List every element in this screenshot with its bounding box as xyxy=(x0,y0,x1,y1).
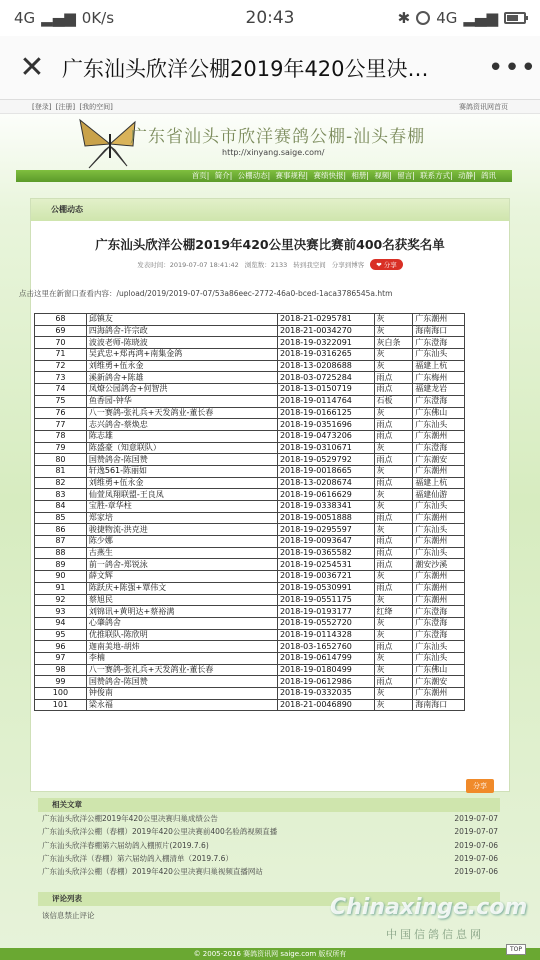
banner xyxy=(0,114,540,172)
region-cell: 福建仙游 xyxy=(413,489,465,501)
region-cell: 广东汕头 xyxy=(413,419,465,431)
status-left xyxy=(14,9,114,27)
ring-number-cell: 2018-19-0166125 xyxy=(277,407,374,419)
region-cell: 广东汕头 xyxy=(413,349,465,361)
table-row xyxy=(35,372,465,384)
rank-cell: 96 xyxy=(35,641,87,653)
rank-cell: 80 xyxy=(35,454,87,466)
owner-cell: 国赞鸽舍-陈国赞 xyxy=(86,676,277,688)
ring-number-cell: 2018-19-0254531 xyxy=(277,559,374,571)
region-cell: 广东潮州 xyxy=(413,594,465,606)
related-item-date: 2019-07-06 xyxy=(454,853,498,863)
table-row xyxy=(35,325,465,337)
color-cell: 灰 xyxy=(374,664,413,676)
region-cell: 潮安沙溪 xyxy=(413,559,465,571)
color-cell: 雨点 xyxy=(374,559,413,571)
ring-number-cell: 2018-03-0725284 xyxy=(277,372,374,384)
nav-item-contact[interactable]: 联系方式 xyxy=(420,171,451,180)
ring-number-cell: 2018-19-0036721 xyxy=(277,571,374,583)
color-cell: 灰白条 xyxy=(374,337,413,349)
rank-cell: 68 xyxy=(35,314,87,326)
table-row xyxy=(35,337,465,349)
color-cell: 灰 xyxy=(374,501,413,513)
table-row xyxy=(35,465,465,477)
owner-cell: 李楠 xyxy=(86,652,277,664)
color-cell: 灰 xyxy=(374,688,413,700)
color-cell: 灰 xyxy=(374,465,413,477)
rank-cell: 87 xyxy=(35,536,87,548)
table-row xyxy=(35,512,465,524)
owner-cell: 凤燎公园鸽舍+何智洪 xyxy=(86,384,277,396)
rank-cell: 89 xyxy=(35,559,87,571)
owner-cell: 宝胜-章华柱 xyxy=(86,501,277,513)
table-row xyxy=(35,571,465,583)
region-cell: 广东潮州 xyxy=(413,536,465,548)
related-item[interactable] xyxy=(38,812,500,825)
color-cell: 雨点 xyxy=(374,372,413,384)
back-to-top-button[interactable]: TOP xyxy=(506,944,526,955)
top-links-left xyxy=(32,102,115,113)
table-row xyxy=(35,454,465,466)
region-cell: 福建上杭 xyxy=(413,477,465,489)
table-row xyxy=(35,501,465,513)
rank-cell: 84 xyxy=(35,501,87,513)
ring-number-cell: 2018-19-0322091 xyxy=(277,337,374,349)
ring-number-cell: 2018-19-0310671 xyxy=(277,442,374,454)
region-cell: 广东汕头 xyxy=(413,547,465,559)
signal-bars-icon: ▂▄▆ xyxy=(41,9,76,27)
related-item-title[interactable]: 广东汕头欣洋公棚（春棚）2019年420公里决赛前400名验鸽视频直播 xyxy=(42,827,278,837)
region-cell: 福建上杭 xyxy=(413,360,465,372)
banner-url[interactable]: http://xinyang.saige.com/ xyxy=(222,148,325,157)
related-item[interactable] xyxy=(38,839,500,852)
register-link[interactable]: [注册] xyxy=(55,103,76,111)
owner-cell: 刘维勇+伍永金 xyxy=(86,477,277,489)
region-cell: 广东汕头 xyxy=(413,641,465,653)
ring-number-cell: 2018-19-0529792 xyxy=(277,454,374,466)
rank-cell: 72 xyxy=(35,360,87,372)
color-cell: 雨点 xyxy=(374,547,413,559)
battery-fill xyxy=(507,15,518,21)
related-item[interactable] xyxy=(38,865,500,878)
nav-item-pigeon-news[interactable]: 鸽讯 xyxy=(481,171,496,180)
nav-item-rules[interactable]: 赛事规程 xyxy=(275,171,306,180)
owner-cell: 迦南美地-胡炜 xyxy=(86,641,277,653)
rank-cell: 93 xyxy=(35,606,87,618)
results-table-wrap xyxy=(34,313,498,757)
related-item-title[interactable]: 广东汕头欣洋春棚第六届幼鸽入棚照片(2019.7.6) xyxy=(42,840,209,850)
panel-header: 公棚动态 xyxy=(31,199,509,221)
owner-cell: 钟俊南 xyxy=(86,688,277,700)
ring-number-cell: 2018-03-1652760 xyxy=(277,641,374,653)
rank-cell: 71 xyxy=(35,349,87,361)
owner-cell: 薛文辉 xyxy=(86,571,277,583)
color-cell: 灰 xyxy=(374,360,413,372)
rank-cell: 92 xyxy=(35,594,87,606)
status-right xyxy=(398,9,526,27)
color-cell: 灰 xyxy=(374,594,413,606)
table-row xyxy=(35,489,465,501)
color-cell: 雨点 xyxy=(374,641,413,653)
table-row xyxy=(35,524,465,536)
related-item-date: 2019-07-06 xyxy=(454,867,498,877)
watermark-logo: Chinaxinge.com xyxy=(330,895,528,920)
share-button-bottom[interactable]: 分享 xyxy=(466,779,494,793)
nav-item-message[interactable]: 留言 xyxy=(397,171,413,180)
login-link[interactable]: [登录] xyxy=(32,103,52,111)
more-icon[interactable]: ••• xyxy=(488,52,538,83)
table-row xyxy=(35,349,465,361)
owner-cell: 溪新鸽舍+陈雄 xyxy=(86,372,277,384)
region-cell: 广东澄海 xyxy=(413,629,465,641)
comments-header: 评论列表 xyxy=(38,892,500,906)
rank-cell: 81 xyxy=(35,465,87,477)
owner-cell: 优推联队-陈欣明 xyxy=(86,629,277,641)
color-cell: 雨点 xyxy=(374,512,413,524)
region-cell: 广东潮州 xyxy=(413,688,465,700)
article-meta xyxy=(31,259,509,270)
color-cell: 灰 xyxy=(374,699,413,711)
results-table-body xyxy=(35,314,465,711)
region-cell: 广东潮安 xyxy=(413,676,465,688)
nav-item-album[interactable]: 相册 xyxy=(351,171,367,180)
table-row xyxy=(35,559,465,571)
table-row xyxy=(35,652,465,664)
region-cell: 广东潮州 xyxy=(413,314,465,326)
share-blog-link[interactable]: 分享到博客 xyxy=(331,261,365,269)
owner-cell: 四海鸽舍-许宗政 xyxy=(86,325,277,337)
region-cell: 广东澄海 xyxy=(413,442,465,454)
color-cell: 灰 xyxy=(374,489,413,501)
region-cell: 广东佛山 xyxy=(413,407,465,419)
status-bar xyxy=(0,0,540,36)
table-row xyxy=(35,360,465,372)
rank-cell: 99 xyxy=(35,676,87,688)
table-row xyxy=(35,699,465,711)
ring-number-cell: 2018-19-0551175 xyxy=(277,594,374,606)
ring-number-cell: 2018-19-0295597 xyxy=(277,524,374,536)
rank-cell: 77 xyxy=(35,419,87,431)
rank-cell: 75 xyxy=(35,395,87,407)
rank-cell: 69 xyxy=(35,325,87,337)
owner-cell: 志兴鸽舍-蔡焕忠 xyxy=(86,419,277,431)
close-icon[interactable]: ✕ xyxy=(19,49,45,85)
region-cell: 广东潮州 xyxy=(413,582,465,594)
rank-cell: 88 xyxy=(35,547,87,559)
owner-cell: 吴武忠+郑再鸿+南集金鸽 xyxy=(86,349,277,361)
ring-number-cell: 2018-19-0193177 xyxy=(277,606,374,618)
network-speed: 0K/s xyxy=(81,9,115,27)
related-item[interactable] xyxy=(38,825,500,838)
owner-cell: 郑家培 xyxy=(86,512,277,524)
forward-link[interactable]: 转到我空间 xyxy=(293,261,326,269)
article-title: 广东汕头欣洋公棚2019年420公里决赛比赛前400名获奖名单 xyxy=(95,237,445,252)
ring-number-cell: 2018-13-0208688 xyxy=(277,360,374,372)
ring-number-cell: 2018-19-0365582 xyxy=(277,547,374,559)
color-cell: 石板 xyxy=(374,395,413,407)
ring-number-cell: 2018-19-0180499 xyxy=(277,664,374,676)
ring-number-cell: 2018-19-0018665 xyxy=(277,465,374,477)
battery-icon xyxy=(504,12,526,24)
color-cell: 雨点 xyxy=(374,454,413,466)
nav-item-home[interactable]: 首页 xyxy=(191,171,207,180)
ring-number-cell: 2018-19-0332035 xyxy=(277,688,374,700)
ring-number-cell: 2018-19-0552720 xyxy=(277,617,374,629)
table-row xyxy=(35,407,465,419)
region-cell: 广东澄海 xyxy=(413,606,465,618)
ring-number-cell: 2018-19-0616629 xyxy=(277,489,374,501)
color-cell: 灰 xyxy=(374,325,413,337)
region-cell: 海南海口 xyxy=(413,699,465,711)
region-cell: 广东潮州 xyxy=(413,571,465,583)
ring-number-cell: 2018-21-0295781 xyxy=(277,314,374,326)
region-cell: 广东潮州 xyxy=(413,512,465,524)
ring-number-cell: 2018-19-0351696 xyxy=(277,419,374,431)
color-cell: 雨点 xyxy=(374,536,413,548)
site-nav: 首页| 简介| 公棚动态| 赛事规程| 赛绩快报| 相册| 视频| 留言| 联系方式| 动静| 鸽讯 xyxy=(16,170,512,182)
rank-cell: 70 xyxy=(35,337,87,349)
owner-cell: 陈少娜 xyxy=(86,536,277,548)
ring-number-cell: 2018-19-0338341 xyxy=(277,501,374,513)
table-row xyxy=(35,688,465,700)
banner-title: 广东省汕头市欣洋赛鸽公棚-汕头春棚 xyxy=(130,127,426,147)
home-link[interactable]: 赛鸽资讯网首页 xyxy=(459,103,508,111)
related-item-title[interactable]: 广东汕头欣洋公棚2019年420公里决赛归巢成绩公告 xyxy=(42,814,218,823)
table-row xyxy=(35,582,465,594)
owner-cell: 鱼香园-钟华 xyxy=(86,395,277,407)
color-cell: 雨点 xyxy=(374,419,413,431)
related-item[interactable] xyxy=(38,852,500,865)
color-cell: 灰 xyxy=(374,442,413,454)
color-cell: 灰 xyxy=(374,314,413,326)
owner-cell: 轩逸561-陈丽如 xyxy=(86,465,277,477)
owner-cell: 心肇鸽舍 xyxy=(86,617,277,629)
region-cell: 广东澄海 xyxy=(413,395,465,407)
bluetooth-icon: ✱ xyxy=(397,9,411,27)
ring-number-cell: 2018-19-0614799 xyxy=(277,652,374,664)
region-cell: 海南海口 xyxy=(413,325,465,337)
related-item-date: 2019-07-07 xyxy=(454,814,498,823)
related-articles xyxy=(38,798,500,878)
ring-number-cell: 2018-19-0051888 xyxy=(277,512,374,524)
watermark-subtitle: 中国信鸽信息网 xyxy=(386,928,484,941)
ring-number-cell: 2018-13-0208674 xyxy=(277,477,374,489)
table-row xyxy=(35,442,465,454)
related-header: 相关文章 xyxy=(38,798,500,812)
share-button-label: 分享 xyxy=(383,261,397,269)
owner-cell: 刘锦讯+黄明达+蔡裕满 xyxy=(86,606,277,618)
region-cell: 广东汕头 xyxy=(413,652,465,664)
nav-item-news[interactable]: 公棚动态 xyxy=(237,171,268,180)
table-row xyxy=(35,384,465,396)
page-title: 广东汕头欣洋公棚2019年420公里决… xyxy=(62,56,429,81)
nav-item-intro[interactable]: 简介 xyxy=(214,171,230,180)
table-row xyxy=(35,594,465,606)
color-cell: 雨点 xyxy=(374,582,413,594)
signal-icon: ▂▄▆ xyxy=(463,9,498,27)
alarm-icon xyxy=(416,11,430,25)
table-row xyxy=(35,676,465,688)
owner-cell: 陈志雄 xyxy=(86,430,277,442)
owner-cell: 梁永福 xyxy=(86,699,277,711)
table-row xyxy=(35,419,465,431)
region-cell: 广东潮州 xyxy=(413,465,465,477)
signal-left: 4G xyxy=(14,9,36,27)
owner-cell: 陈盛豪（知意联队） xyxy=(86,442,277,454)
ring-number-cell: 2018-21-0034270 xyxy=(277,325,374,337)
ring-number-cell: 2018-19-0612986 xyxy=(277,676,374,688)
owner-cell: 国赞鸽舍-陈国赞 xyxy=(86,454,277,466)
color-cell: 雨点 xyxy=(374,676,413,688)
color-cell: 灰 xyxy=(374,571,413,583)
publish-time: 发表时间：2019-07-07 18:41:42 xyxy=(137,261,239,269)
ring-number-cell: 2018-19-0114328 xyxy=(277,629,374,641)
region-cell: 广东潮州 xyxy=(413,430,465,442)
ring-number-cell: 2018-21-0046890 xyxy=(277,699,374,711)
rank-cell: 95 xyxy=(35,629,87,641)
owner-cell: 邱镇友 xyxy=(86,314,277,326)
owner-cell: 仙萱凤翔联盟-王良凤 xyxy=(86,489,277,501)
color-cell: 灰 xyxy=(374,349,413,361)
status-time: 20:43 xyxy=(245,8,295,28)
table-row xyxy=(35,617,465,629)
color-cell: 雨点 xyxy=(374,430,413,442)
rank-cell: 91 xyxy=(35,582,87,594)
color-cell: 灰 xyxy=(374,407,413,419)
related-item-date: 2019-07-06 xyxy=(454,840,498,850)
nav-item-results[interactable]: 赛绩快报 xyxy=(313,171,344,180)
owner-cell: 八一赛鸽-张礼兵+天发鸽业-董长春 xyxy=(86,407,277,419)
footer: © 2005-2016 赛鸽资讯网 saige.com 版权所有 xyxy=(0,948,540,960)
rank-cell: 83 xyxy=(35,489,87,501)
region-cell: 广东汕头 xyxy=(413,501,465,513)
table-row xyxy=(35,430,465,442)
title-bar xyxy=(0,36,540,100)
owner-cell: 骏捷物流-洪克进 xyxy=(86,524,277,536)
region-cell: 广东梅州 xyxy=(413,372,465,384)
related-item-date: 2019-07-07 xyxy=(454,827,498,837)
related-item-title[interactable]: 广东汕头欣洋公棚（春棚）2019年420公里决赛归巢视频直播网站 xyxy=(42,867,263,877)
color-cell: 灰 xyxy=(374,617,413,629)
owner-cell: 八一赛鸽-张礼兵+天发鸽业-董长春 xyxy=(86,664,277,676)
table-row xyxy=(35,606,465,618)
comments-body: 该信息禁止评论 xyxy=(42,911,95,920)
table-row xyxy=(35,395,465,407)
rank-cell: 79 xyxy=(35,442,87,454)
ring-number-cell: 2018-19-0093647 xyxy=(277,536,374,548)
table-row xyxy=(35,629,465,641)
owner-cell: 刘维勇+伍永金 xyxy=(86,360,277,372)
share-button[interactable]: ❤ 分享 xyxy=(370,259,403,270)
related-item-title[interactable]: 广东汕头欣洋（春棚）第六届幼鸽入棚清单（2019.7.6） xyxy=(42,853,233,863)
color-cell: 灰 xyxy=(374,652,413,664)
rank-cell: 82 xyxy=(35,477,87,489)
color-cell: 灰 xyxy=(374,629,413,641)
results-table xyxy=(34,313,465,711)
owner-cell: 波波老师-陈晓波 xyxy=(86,337,277,349)
owner-cell: 蔡旭民 xyxy=(86,594,277,606)
rank-cell: 86 xyxy=(35,524,87,536)
region-cell: 广东澄海 xyxy=(413,337,465,349)
ring-number-cell: 2018-13-0150719 xyxy=(277,384,374,396)
rank-cell: 100 xyxy=(35,688,87,700)
signal-right: 4G xyxy=(436,9,458,27)
table-row xyxy=(35,477,465,489)
table-row xyxy=(35,314,465,326)
rank-cell: 73 xyxy=(35,372,87,384)
ring-number-cell: 2018-19-0316265 xyxy=(277,349,374,361)
rank-cell: 97 xyxy=(35,652,87,664)
rank-cell: 76 xyxy=(35,407,87,419)
region-cell: 广东澄海 xyxy=(413,617,465,629)
view-count: 浏览数：2133 xyxy=(244,261,288,269)
rank-cell: 90 xyxy=(35,571,87,583)
rank-cell: 98 xyxy=(35,664,87,676)
table-row xyxy=(35,536,465,548)
table-row xyxy=(35,641,465,653)
region-cell: 广东潮安 xyxy=(413,454,465,466)
color-cell: 雨点 xyxy=(374,384,413,396)
nav-item-video[interactable]: 视频 xyxy=(374,171,390,180)
table-row xyxy=(35,664,465,676)
rank-cell: 101 xyxy=(35,699,87,711)
top-links xyxy=(0,100,540,114)
region-cell: 广东佛山 xyxy=(413,664,465,676)
region-cell: 广东汕头 xyxy=(413,524,465,536)
table-row xyxy=(35,547,465,559)
ring-number-cell: 2018-19-0530991 xyxy=(277,582,374,594)
owner-cell: 古燕生 xyxy=(86,547,277,559)
my-space-link[interactable]: [我的空间] xyxy=(79,103,113,111)
rank-cell: 85 xyxy=(35,512,87,524)
new-window-link[interactable]: 点击这里在新窗口查看内容：/upload/2019/2019-07-07/53a86eec-2772-46a0-bced-1aca3786545a.htm xyxy=(19,289,393,298)
owner-cell: 前一鸽舍-郑锐泳 xyxy=(86,559,277,571)
color-cell: 灰 xyxy=(374,524,413,536)
owner-cell: 陈跃庆+陈强+覃伟文 xyxy=(86,582,277,594)
rank-cell: 74 xyxy=(35,384,87,396)
rank-cell: 94 xyxy=(35,617,87,629)
rank-cell: 78 xyxy=(35,430,87,442)
region-cell: 福建龙岩 xyxy=(413,384,465,396)
color-cell: 雨点 xyxy=(374,477,413,489)
ring-number-cell: 2018-19-0473206 xyxy=(277,430,374,442)
nav-item-updates[interactable]: 动静 xyxy=(458,171,474,180)
ring-number-cell: 2018-19-0114764 xyxy=(277,395,374,407)
color-cell: 红绛 xyxy=(374,606,413,618)
